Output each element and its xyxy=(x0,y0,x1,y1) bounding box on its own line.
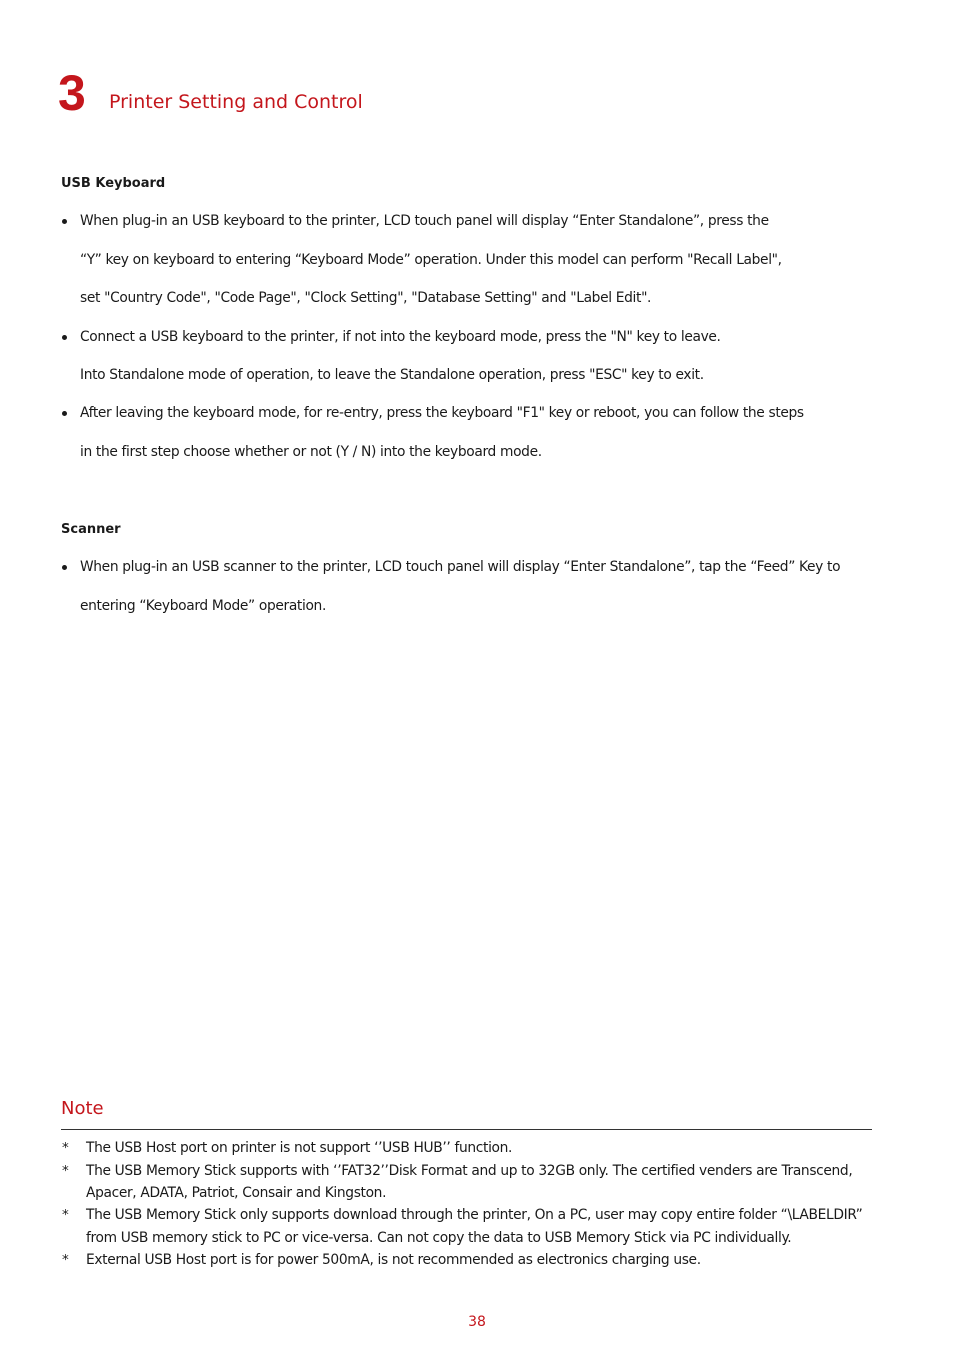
scanner-bullet-1-line-2: entering “Keyboard Mode” operation. xyxy=(80,598,326,614)
usb-keyboard-bullet-1-line-3: set "Country Code", "Code Page", "Clock Setting", "Database Setting" and "Label Edit". xyxy=(80,290,652,306)
usb-keyboard-bullet-1-line-1: When plug-in an USB keyboard to the printer, LCD touch panel will display “Enter Standalone”, press the xyxy=(80,213,769,229)
note-marker: * xyxy=(62,1207,69,1223)
note-marker: * xyxy=(62,1140,69,1156)
note-title: Note xyxy=(61,1098,104,1119)
bullet-dot xyxy=(62,219,67,224)
usb-keyboard-bullet-3-line-1: After leaving the keyboard mode, for re-entry, press the keyboard "F1" key or reboot, you can follow the steps xyxy=(80,405,804,421)
usb-keyboard-bullet-3-line-2: in the first step choose whether or not (Y / N) into the keyboard mode. xyxy=(80,444,542,460)
bullet-dot xyxy=(62,335,67,340)
scanner-bullet-1-line-1: When plug-in an USB scanner to the printer, LCD touch panel will display “Enter Standalone”, tap the “Feed” Key to xyxy=(80,559,841,575)
note-marker: * xyxy=(62,1163,69,1179)
note-item-1-line-1: The USB Host port on printer is not support ‘’USB HUB’’ function. xyxy=(86,1140,513,1156)
note-item-2-line-1: The USB Memory Stick supports with ‘’FAT32’’Disk Format and up to 32GB only. The certified venders are Transcend, xyxy=(86,1163,853,1179)
note-item-2-line-2: Apacer, ADATA, Patriot, Consair and Kingston. xyxy=(86,1185,387,1201)
page-number: 38 xyxy=(468,1314,486,1330)
note-item-3-line-1: The USB Memory Stick only supports download through the printer, On a PC, user may copy entire folder “\LABELDIR” xyxy=(86,1207,863,1223)
section-heading-scanner: Scanner xyxy=(61,522,121,537)
chapter-title: Printer Setting and Control xyxy=(109,91,363,113)
note-marker: * xyxy=(62,1252,69,1268)
chapter-number: 3 xyxy=(58,65,86,121)
usb-keyboard-bullet-2-line-2: Into Standalone mode of operation, to leave the Standalone operation, press "ESC" key to exit. xyxy=(80,367,704,383)
note-item-4-line-1: External USB Host port is for power 500mA, is not recommended as electronics charging use. xyxy=(86,1252,701,1268)
usb-keyboard-bullet-1-line-2: “Y” key on keyboard to entering “Keyboard Mode” operation. Under this model can perform "Recall Label", xyxy=(80,252,782,268)
note-divider xyxy=(61,1129,872,1130)
usb-keyboard-bullet-2-line-1: Connect a USB keyboard to the printer, if not into the keyboard mode, press the "N" key to leave. xyxy=(80,329,721,345)
bullet-dot xyxy=(62,565,67,570)
note-item-3-line-2: from USB memory stick to PC or vice-versa. Can not copy the data to USB Memory Stick via PC individually. xyxy=(86,1230,792,1246)
section-heading-usb-keyboard: USB Keyboard xyxy=(61,176,166,191)
bullet-dot xyxy=(62,411,67,416)
